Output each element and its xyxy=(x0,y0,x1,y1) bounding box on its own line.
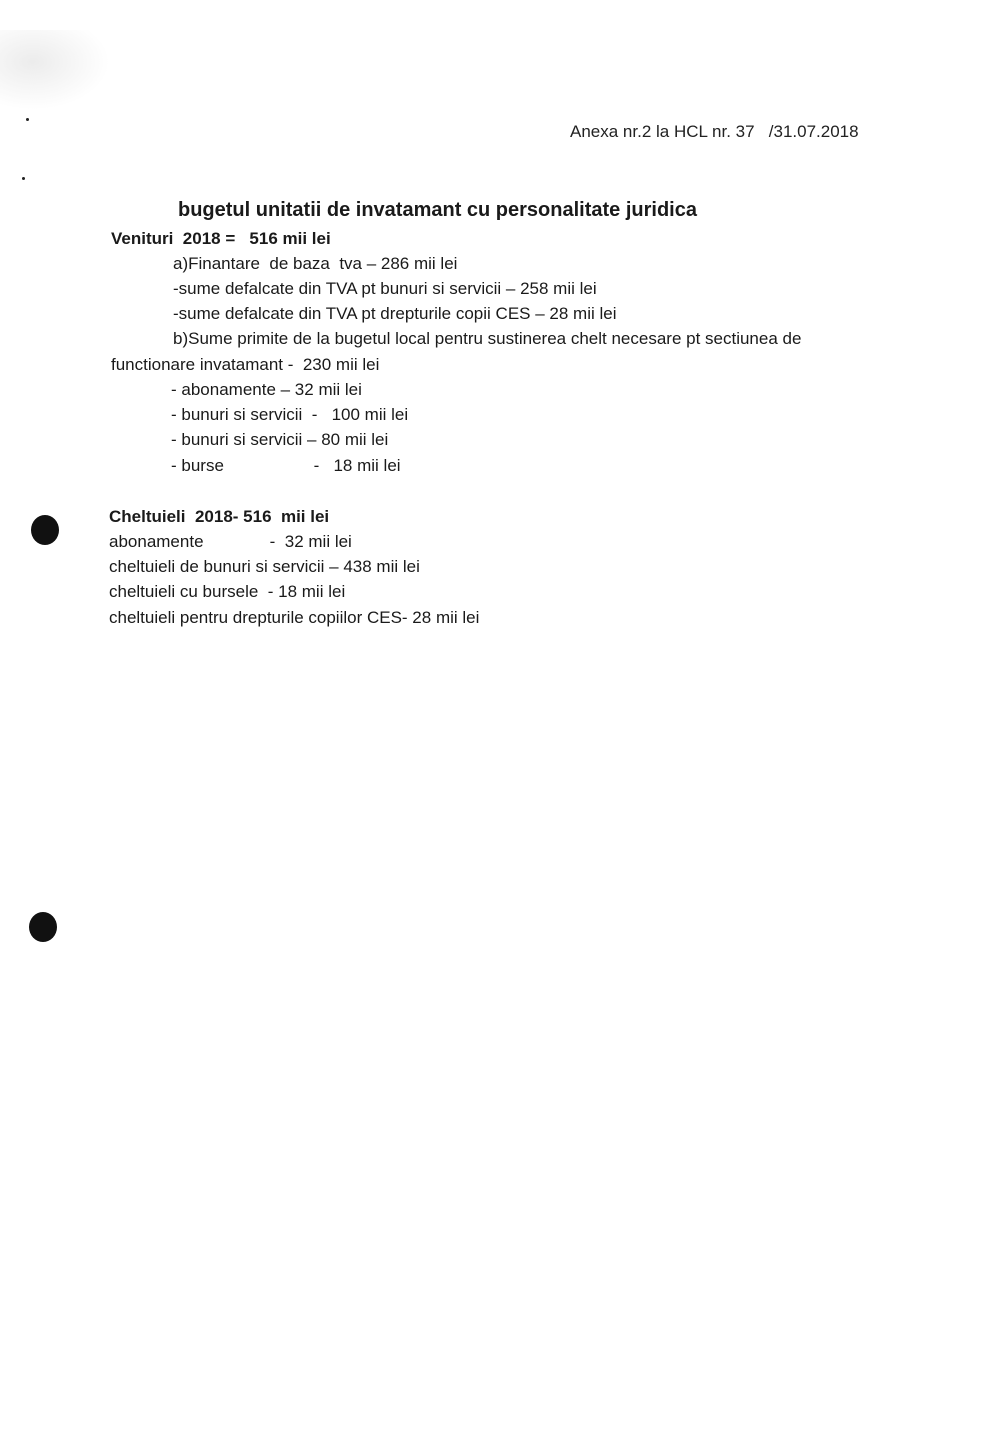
punch-hole xyxy=(29,912,57,942)
revenue-line: - burse - 18 mii lei xyxy=(171,456,401,475)
document-title: bugetul unitatii de invatamant cu personalitate juridica xyxy=(178,199,697,221)
revenues-heading: Venituri 2018 = 516 mii lei xyxy=(111,229,331,248)
expense-line: cheltuieli pentru drepturile copiilor CES- 28 mii lei xyxy=(109,608,480,627)
expense-line: cheltuieli de bunuri si servicii – 438 mii lei xyxy=(109,557,420,576)
revenue-line: functionare invatamant - 230 mii lei xyxy=(111,355,380,374)
revenue-line: -sume defalcate din TVA pt bunuri si servicii – 258 mii lei xyxy=(173,279,597,298)
scan-smudge xyxy=(0,30,110,110)
scan-speck xyxy=(26,118,29,121)
revenue-line: - abonamente – 32 mii lei xyxy=(171,380,362,399)
revenue-line: - bunuri si servicii - 100 mii lei xyxy=(171,405,409,424)
expense-line: abonamente - 32 mii lei xyxy=(109,532,352,551)
revenue-line: - bunuri si servicii – 80 mii lei xyxy=(171,430,389,449)
punch-hole xyxy=(31,515,59,545)
revenue-line: a)Finantare de baza tva – 286 mii lei xyxy=(173,254,458,273)
annex-reference: Anexa nr.2 la HCL nr. 37 /31.07.2018 xyxy=(570,122,859,141)
expenses-heading: Cheltuieli 2018- 516 mii lei xyxy=(109,507,330,526)
revenue-line: b)Sume primite de la bugetul local pentru sustinerea chelt necesare pt sectiunea de xyxy=(173,329,802,348)
revenue-line: -sume defalcate din TVA pt drepturile copii CES – 28 mii lei xyxy=(173,304,617,323)
expense-line: cheltuieli cu bursele - 18 mii lei xyxy=(109,582,346,601)
scan-speck xyxy=(22,177,25,180)
